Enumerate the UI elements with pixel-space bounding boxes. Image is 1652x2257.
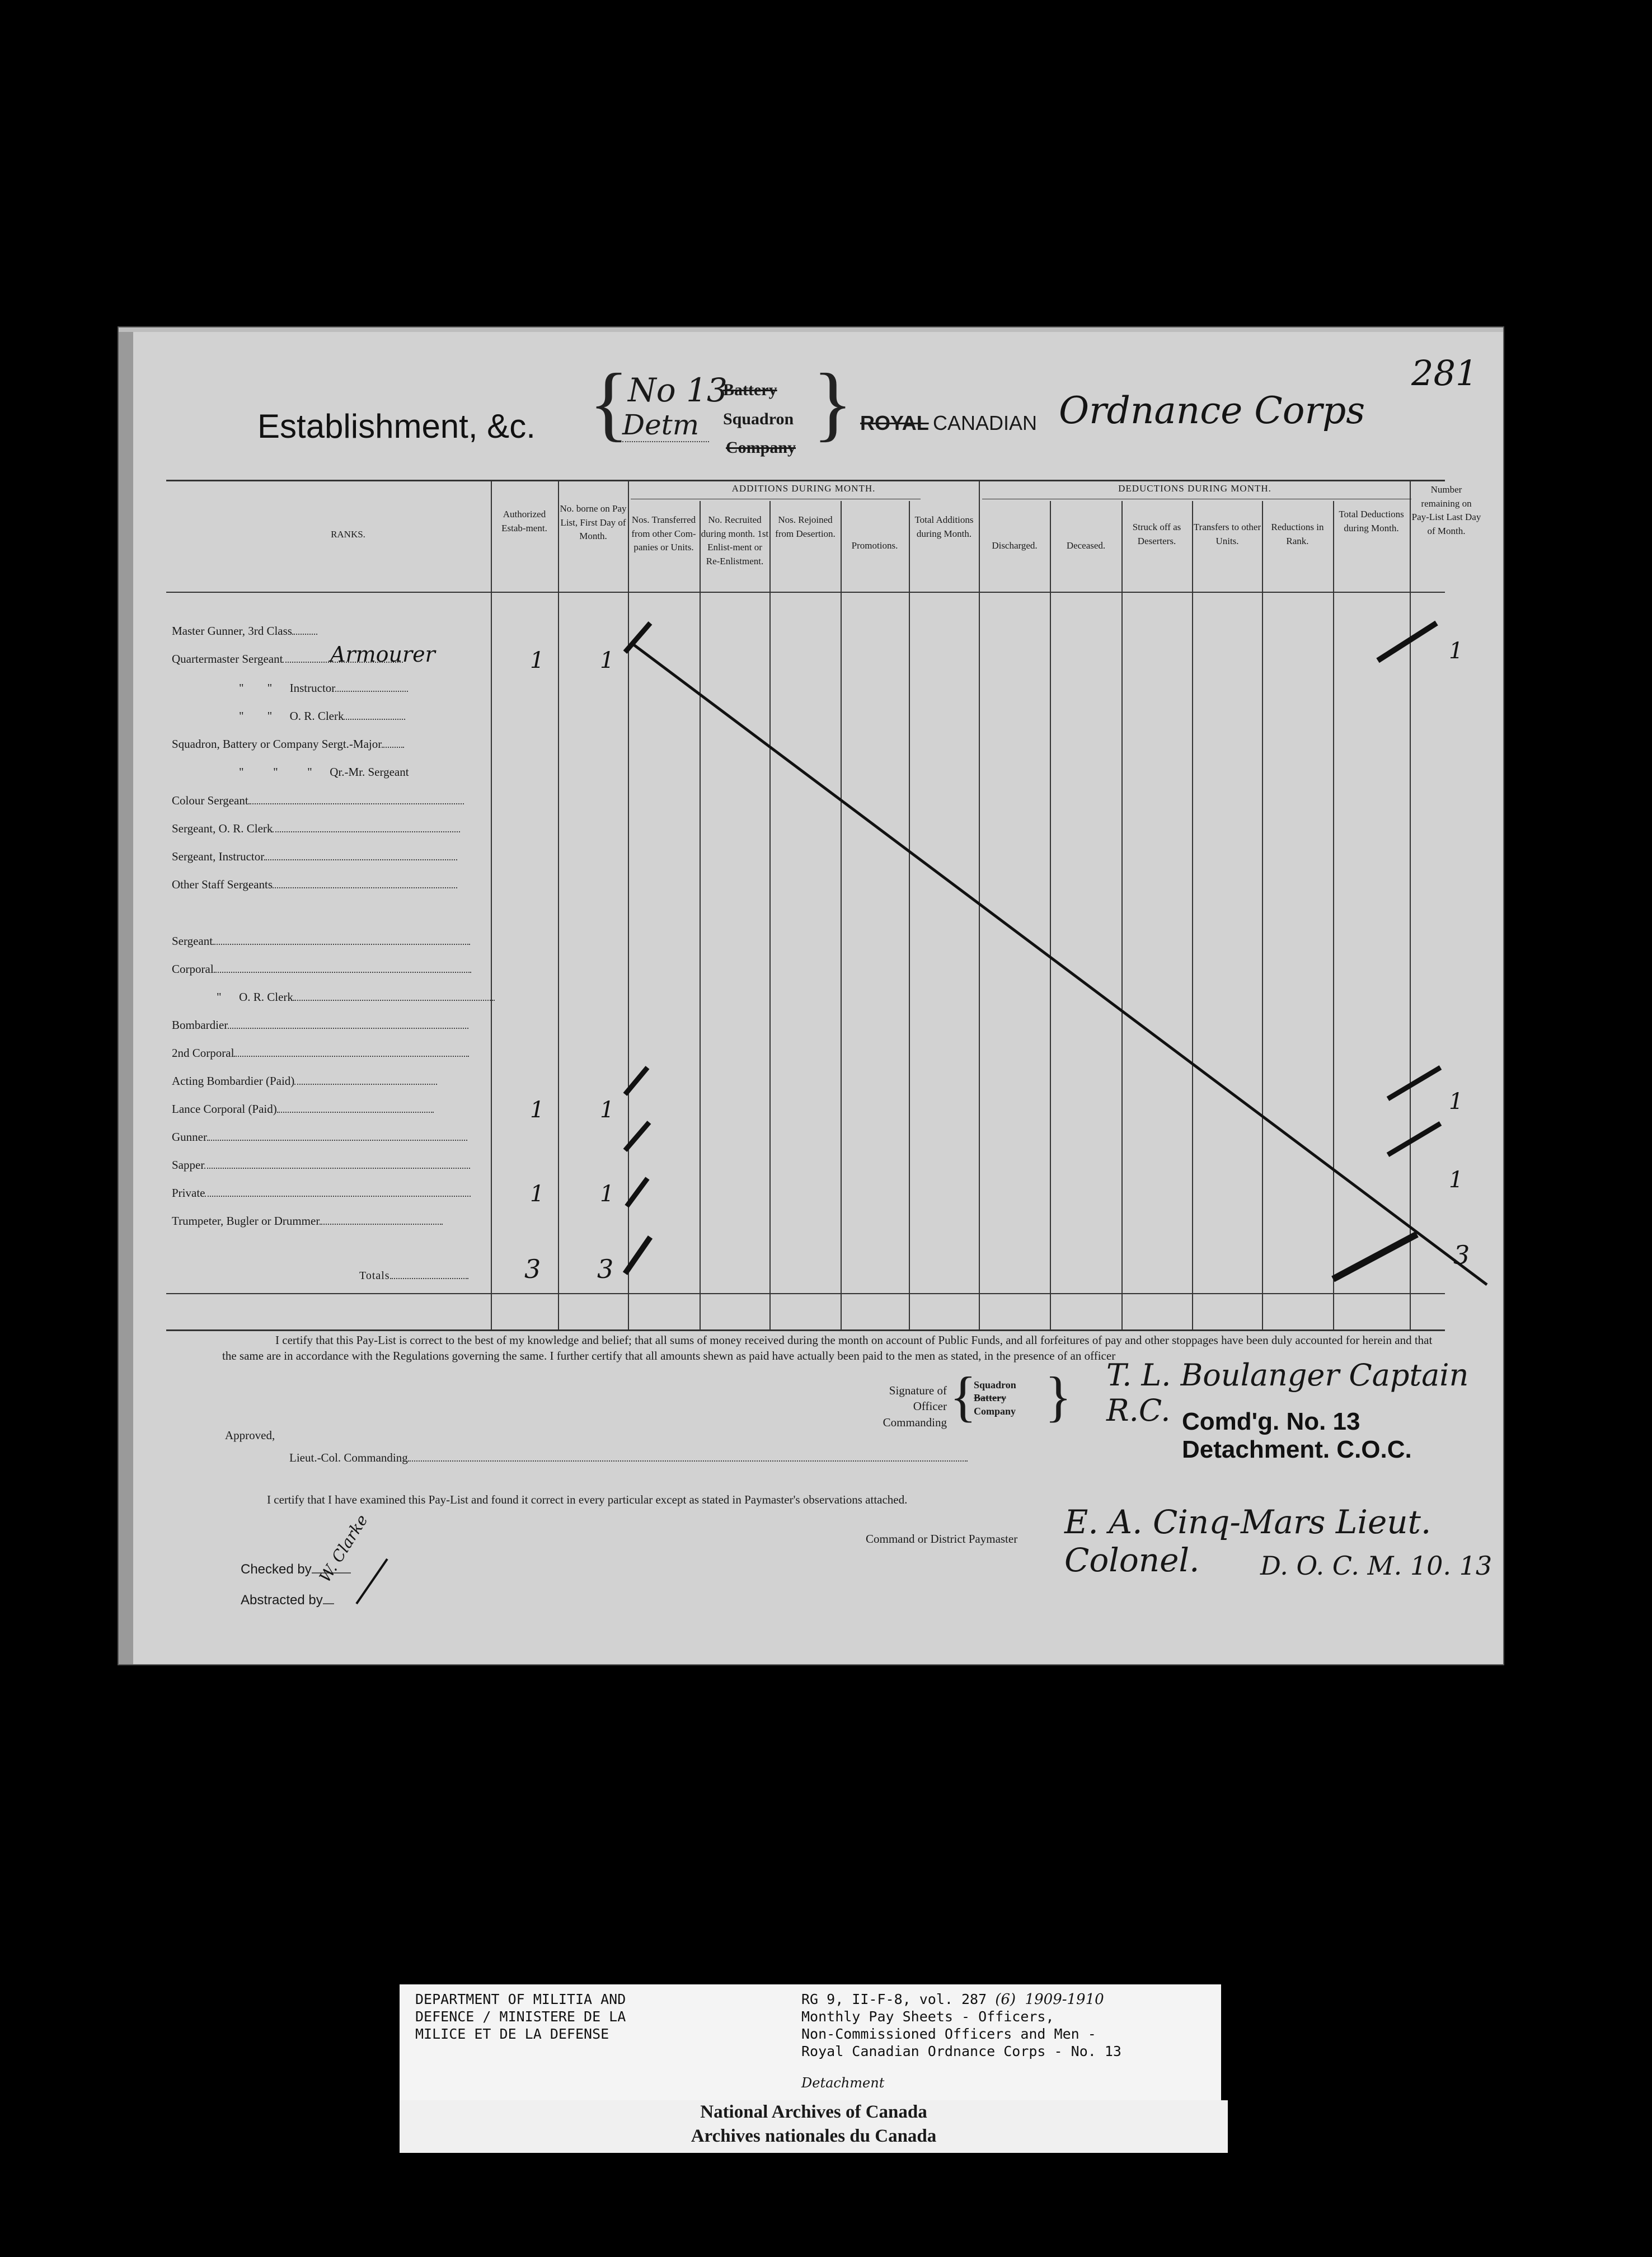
royal-word: ROYAL: [860, 411, 929, 434]
header-ded-deceased: Deceased.: [1066, 540, 1106, 551]
header-authorized: Authorized Estab-ment.: [501, 509, 547, 533]
rank-note-armourer: Armourer: [330, 642, 435, 667]
auth-qm-sergeant: 1: [530, 648, 545, 673]
borne-qm-sergeant: 1: [600, 648, 614, 673]
header-add-transferred: Nos. Transferred from other Com-panies or Units.: [631, 514, 696, 553]
abstracted-by-label: Abstracted by: [241, 1593, 334, 1608]
header-ded-transfers: Transfers to other Units.: [1193, 522, 1261, 546]
rank-row: Private: [172, 1186, 471, 1200]
header-ded-discharged: Discharged.: [992, 540, 1038, 551]
corps-name: Ordnance Corps: [1059, 389, 1365, 432]
rank-row: " " O. R. Clerk: [172, 709, 405, 723]
right-brace: }: [813, 357, 853, 449]
national-archives-banner: [400, 2100, 1228, 2153]
header-ded-total: Total Deductions during Month.: [1339, 509, 1404, 533]
header-ranks: RANKS.: [331, 529, 365, 540]
left-brace: {: [589, 357, 629, 449]
establishment-title: Establishment, &c.: [257, 408, 536, 445]
detachment-stamp: Comd'g. No. 13 Detachment. C.O.C.: [1182, 1408, 1412, 1463]
tick-mark: [625, 1067, 647, 1094]
unit-subtitle: Detm: [622, 409, 709, 442]
totals-remaining: 3: [1453, 1240, 1470, 1270]
archive-name-fr: Archives nationales du Canada: [691, 2125, 937, 2146]
rg-reference-line: RG 9, II-F-8, vol. 287 (6) 1909-1910: [801, 1991, 1104, 2008]
officer-signature: T. L. Boulanger Captain R.C.: [1106, 1357, 1469, 1428]
rank-row: " " " Qr.-Mr. Sergeant: [239, 765, 409, 779]
tick-mark: [625, 1237, 650, 1273]
rank-row: 2nd Corporal: [172, 1046, 469, 1060]
department-text: DEPARTMENT OF MILITIA AND DEFENCE / MINISTERE DE LA MILICE ET DE LA DEFENSE: [415, 1991, 626, 2042]
header-additions-group: ADDITIONS DURING MONTH.: [731, 483, 876, 494]
unit-number: No 13: [628, 371, 728, 409]
auth-private: 1: [530, 1181, 545, 1207]
rg-description-handwritten: Detachment: [801, 2075, 885, 2091]
header-add-total: Total Additions during Month.: [914, 514, 974, 539]
header-remaining: Number remaining on Pay-List Last Day of Month.: [1411, 484, 1481, 536]
header-ded-reductions: Reductions in Rank.: [1271, 522, 1324, 546]
unit-type-squadron: Squadron: [723, 410, 794, 428]
tick-mark: [625, 1122, 649, 1150]
rank-row: Colour Sergeant: [172, 794, 464, 808]
rank-row: Sapper: [172, 1158, 470, 1172]
checked-by-label: Checked by: [241, 1562, 351, 1577]
dash-mark: [1378, 623, 1437, 661]
header-add-recruited: No. Recruited during month. 1st Enlist-ment or Re-Enlistment.: [701, 514, 769, 566]
paymaster-sub: D. O. C. M. 10. 13: [1260, 1551, 1493, 1581]
pay-sheet: [118, 326, 1504, 1665]
dash-mark: [1388, 1067, 1440, 1099]
certification-text: I certify that this Pay-List is correct to the best of my knowledge and belief; that all sums of money received during the month on account of Public Funds, and all forfeitures of pay and other stoppages have been duly accounted for herein and that the same are in accordance with the Regulations governing the same. I further certify that all amounts shewn as paid have actually been paid to the men as stated, in the presence of an officer: [222, 1333, 1433, 1363]
rank-row: Other Staff Sergeants: [172, 878, 457, 892]
unit-type-company: Company: [726, 438, 796, 457]
totals-borne: 3: [597, 1254, 614, 1284]
rank-row: Corporal: [172, 962, 471, 976]
rank-row: Bombardier: [172, 1018, 468, 1032]
initials-underline: [356, 1559, 387, 1604]
remaining-lance-corporal: 1: [1449, 1089, 1463, 1115]
totals-label: Totals: [359, 1270, 468, 1282]
header-add-promotions: Promotions.: [851, 540, 898, 551]
rank-row: Gunner: [172, 1130, 467, 1144]
remaining-private: 1: [1449, 1167, 1463, 1193]
rank-row: Sergeant, O. R. Clerk: [172, 822, 460, 836]
signature-label: Signature of Officer Commanding: [883, 1384, 947, 1429]
paymaster-label: Command or District Paymaster: [866, 1532, 1018, 1546]
dash-mark: [1388, 1123, 1440, 1155]
rank-row: Lance Corporal (Paid): [172, 1102, 434, 1116]
totals-auth: 3: [524, 1254, 541, 1284]
archive-name-en: National Archives of Canada: [700, 2102, 927, 2122]
rank-row: Master Gunner, 3rd Class: [172, 624, 317, 638]
sig-brace-right: }: [1045, 1365, 1072, 1427]
dash-mark: [1333, 1234, 1417, 1279]
remaining-qm-sergeant: 1: [1449, 638, 1463, 664]
rank-row: Acting Bombardier (Paid): [172, 1074, 437, 1088]
header-ded-deserters: Struck off as Deserters.: [1132, 522, 1181, 546]
sig-unit-company: Company: [974, 1405, 1016, 1417]
handwritten-strokes: [119, 327, 1505, 1666]
unit-type-battery: Battery: [723, 381, 777, 399]
rank-row: " " Instructor: [172, 681, 408, 695]
sig-brace-left: {: [950, 1365, 977, 1427]
rg-reference-handwritten: (6) 1909-1910: [995, 1991, 1104, 2008]
page-number: 281: [1411, 353, 1478, 394]
rg-description: Monthly Pay Sheets - Officers, Non-Commissioned Officers and Men - Royal Canadian Ordnance Corps - No. 13: [801, 2008, 1121, 2059]
paymaster-signature: E. A. Cinq-Mars Lieut. Colonel.: [1064, 1503, 1432, 1579]
canadian-word: CANADIAN: [933, 411, 1038, 434]
tick-mark: [627, 1178, 647, 1206]
rank-row: Squadron, Battery or Company Sergt.-Major: [172, 737, 404, 751]
sig-unit-battery: Battery: [974, 1392, 1006, 1404]
sig-unit-squadron: Squadron: [974, 1379, 1016, 1390]
checker-initials: W. Clarke: [316, 1511, 372, 1586]
paymaster-certification-text: I certify that I have examined this Pay-List and found it correct in every particular except as stated in Paymaster's observations attached.: [267, 1493, 908, 1506]
rank-row: Sergeant, Instructor: [172, 850, 457, 864]
header-borne: No. borne on Pay List, First Day of Month.: [560, 503, 627, 542]
rank-row: Quartermaster Sergeant: [172, 652, 403, 666]
lt-col-label: Lieut.-Col. Commanding: [289, 1450, 968, 1465]
rank-row: Sergeant: [172, 934, 470, 948]
header-add-rejoined: Nos. Rejoined from Desertion.: [775, 514, 836, 539]
approved-label: Approved,: [225, 1429, 275, 1442]
borne-private: 1: [600, 1181, 614, 1207]
borne-lance-corporal: 1: [600, 1097, 614, 1123]
cancel-diagonal: [632, 644, 1487, 1285]
header-deductions-group: DEDUCTIONS DURING MONTH.: [1118, 483, 1271, 494]
rank-row: " O. R. Clerk: [172, 990, 495, 1004]
rank-row: Trumpeter, Bugler or Drummer: [172, 1214, 443, 1228]
archive-reference-card: [400, 1984, 1221, 2101]
auth-lance-corporal: 1: [530, 1097, 545, 1123]
